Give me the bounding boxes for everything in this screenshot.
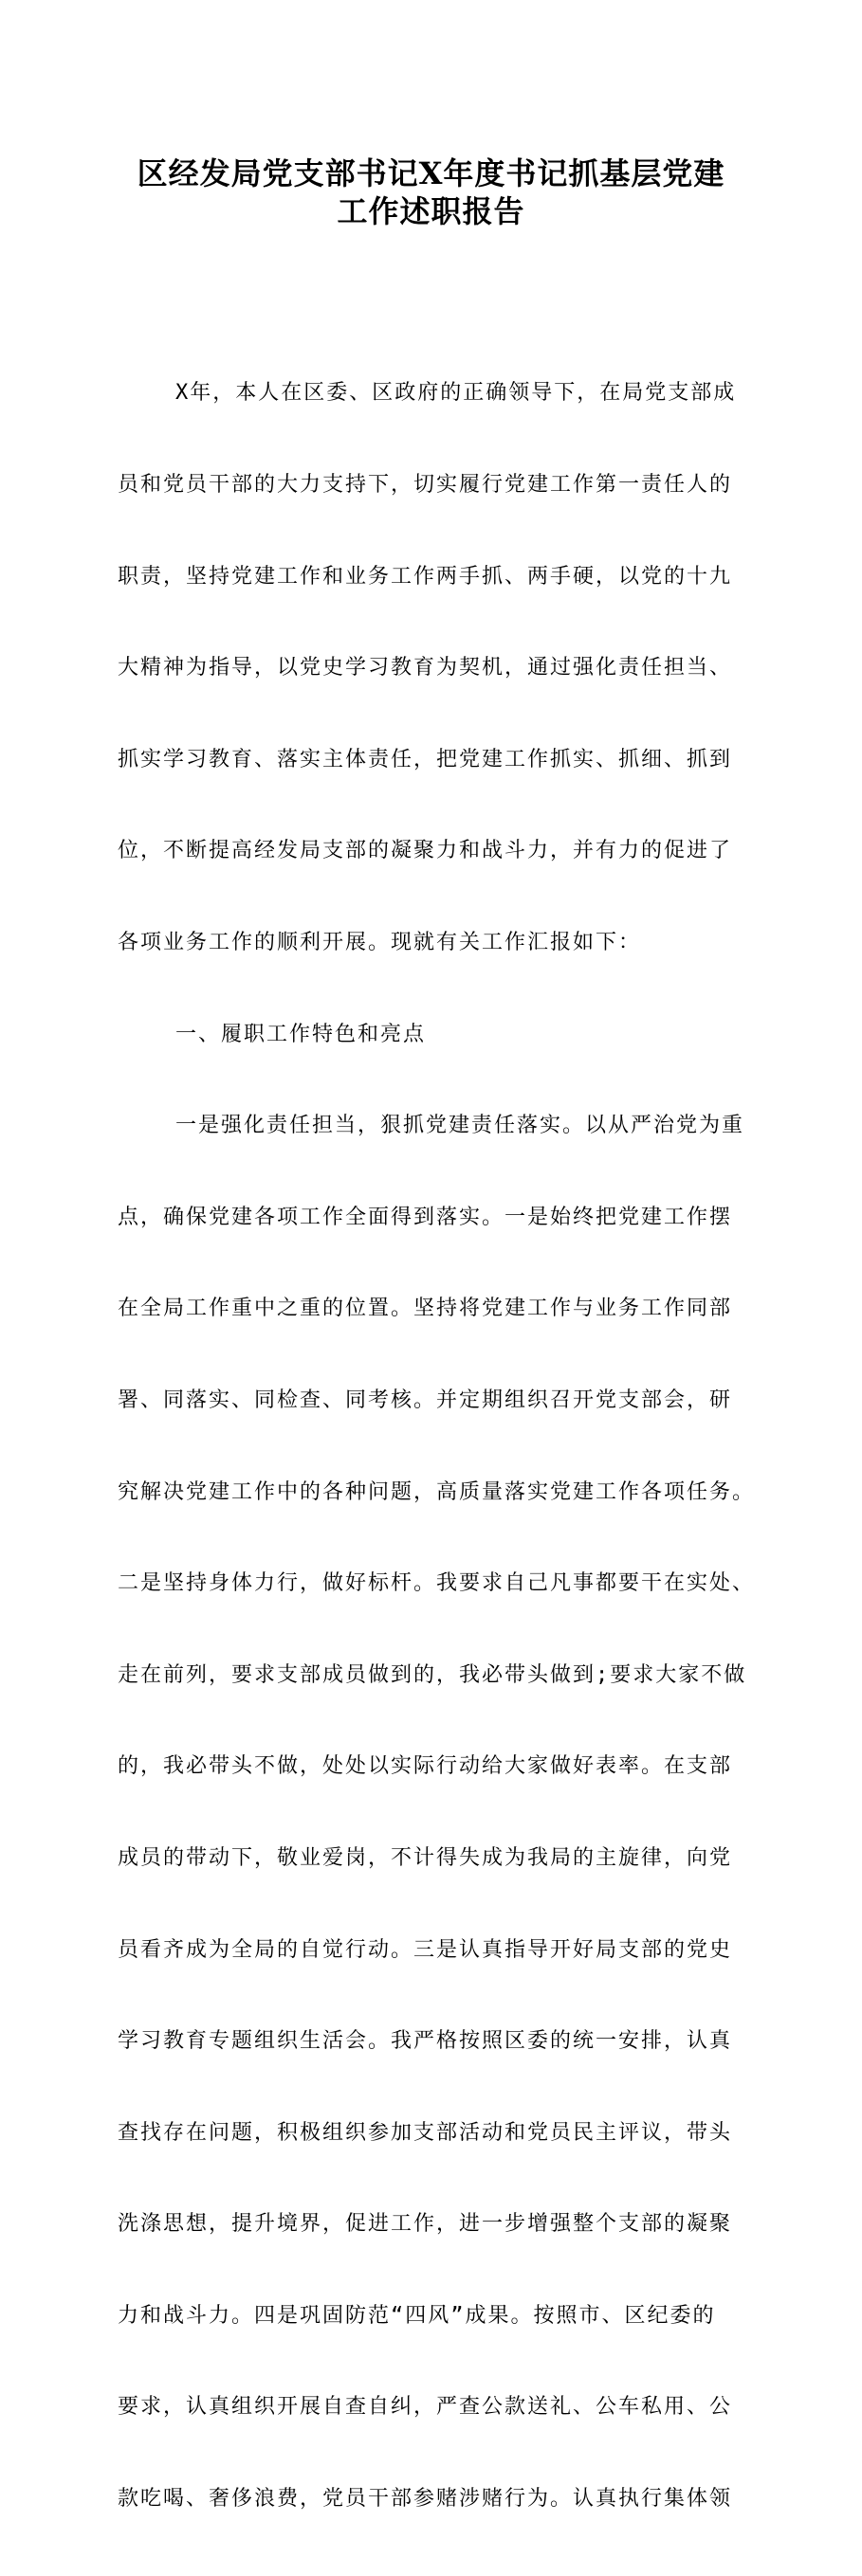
- body-line: 位，不断提高经发局支部的凝聚力和战斗力，并有力的促进了: [118, 839, 733, 863]
- body-line: 员和党员干部的大力支持下，切实履行党建工作第一责任人的: [118, 473, 733, 497]
- body-line: 署、同落实、同检查、同考核。并定期组织召开党支部会，研: [118, 1388, 733, 1412]
- body-line: 走在前列，要求支部成员做到的，我必带头做到;要求大家不做: [118, 1662, 747, 1687]
- body-line: 洗涤思想，提升境界，促进工作，进一步增强整个支部的凝聚: [118, 2212, 733, 2237]
- body-line: X年，本人在区委、区政府的正确领导下，在局党支部成: [118, 381, 737, 406]
- body-line: 职责，坚持党建工作和业务工作两手抓、两手硬，以党的十九: [118, 564, 733, 589]
- body-line: 各项业务工作的顺利开展。现就有关工作汇报如下：: [118, 930, 642, 954]
- document-body: [118, 317, 756, 2576]
- body-line: 究解决党建工作中的各种问题，高质量落实党建工作各项任务。: [118, 1479, 756, 1504]
- body-line: 的，我必带头不做，处处以实际行动给大家做好表率。在支部: [118, 1754, 733, 1779]
- body-line: 学习教育专题组织生活会。我严格按照区委的统一安排，认真: [118, 2029, 733, 2054]
- body-line: 员看齐成为全局的自觉行动。三是认真指导开好局支部的党史: [118, 1937, 733, 1962]
- document-title-line-2: 工作述职报告: [337, 193, 525, 229]
- body-line: 力和战斗力。四是巩固防范“四风”成果。按照市、区纪委的: [118, 2303, 716, 2328]
- body-line: 二是坚持身体力行，做好标杆。我要求自己凡事都要干在实处、: [118, 1571, 756, 1596]
- body-line: 一是强化责任担当，狠抓党建责任落实。以从严治党为重: [118, 1114, 744, 1138]
- body-line: 成员的带动下，敬业爱岗，不计得失成为我局的主旋律，向党: [118, 1845, 733, 1870]
- body-line: 抓实学习教育、落实主体责任，把党建工作抓实、抓细、抓到: [118, 747, 733, 771]
- document-title-line-1: 区经发局党支部书记X年度书记抓基层党建: [137, 155, 725, 191]
- body-line: 款吃喝、奢侈浪费，党员干部参赌涉赌行为。认真执行集体领: [118, 2487, 733, 2512]
- body-line: 在全局工作重中之重的位置。坚持将党建工作与业务工作同部: [118, 1297, 733, 1321]
- body-line: 点，确保党建各项工作全面得到落实。一是始终把党建工作摆: [118, 1205, 733, 1229]
- body-line: 大精神为指导，以党史学习教育为契机，通过强化责任担当、: [118, 656, 733, 680]
- section-heading: 一、履职工作特色和亮点: [118, 1022, 426, 1046]
- body-line: 查找存在问题，积极组织参加支部活动和党员民主评议，带头: [118, 2120, 733, 2145]
- body-line: 要求，认真组织开展自查自纠，严查公款送礼、公车私用、公: [118, 2395, 733, 2420]
